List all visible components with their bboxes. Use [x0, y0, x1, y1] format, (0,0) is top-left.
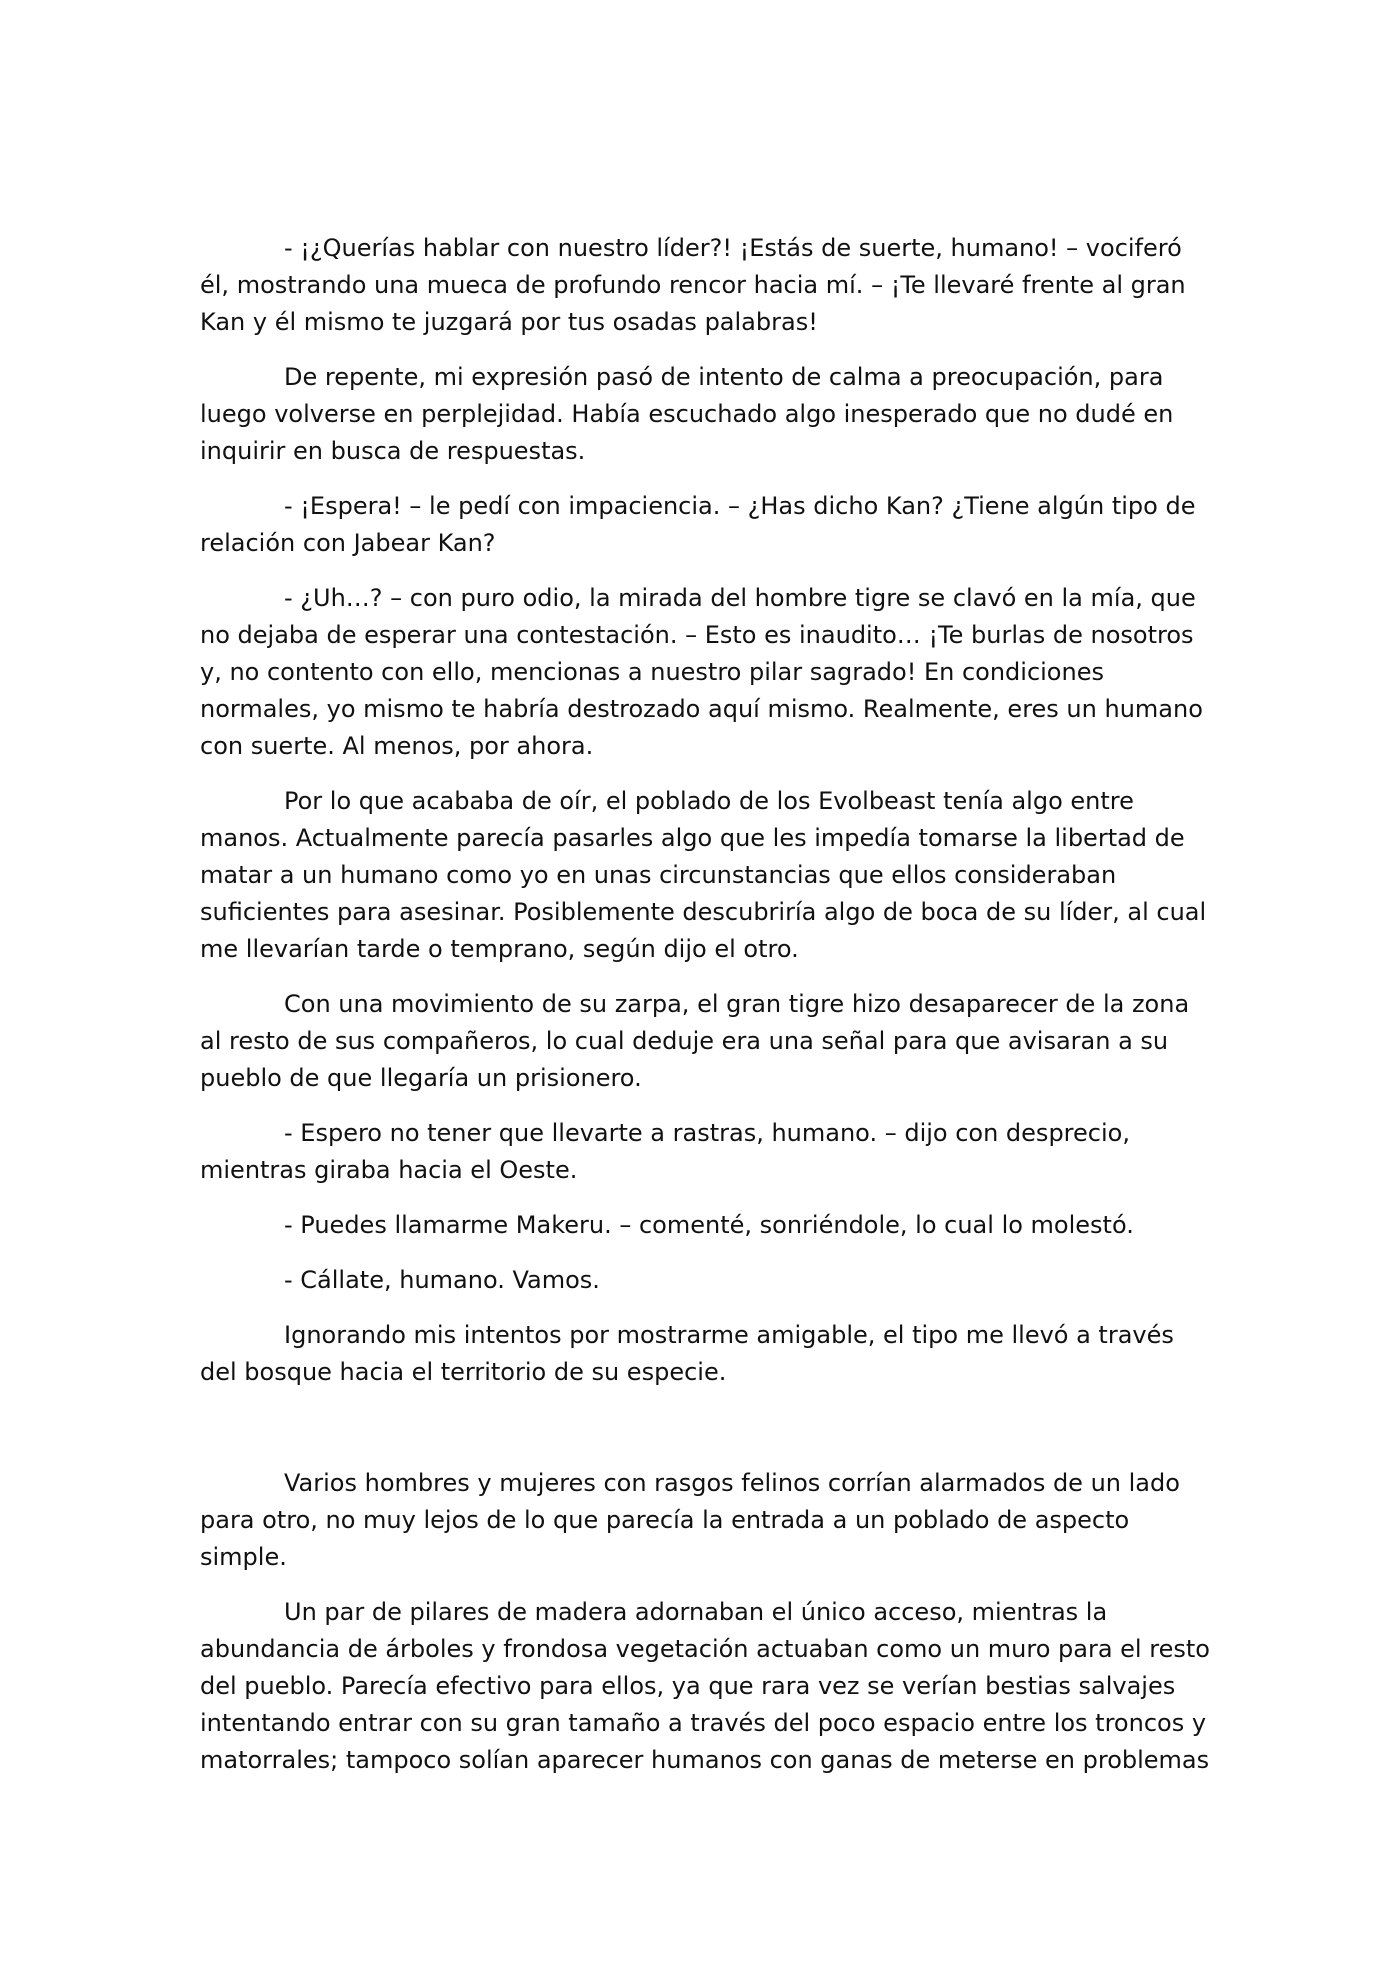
paragraph-1: - ¡¿Querías hablar con nuestro líder?! ¡Estás de suerte, humano! – vociferó él, mostrando una mueca de profundo rencor hacia mí. – ¡Te llevaré frente al gran Kan y él mismo te juzgará por tus osadas palabras! — [200, 234, 1186, 336]
paragraph-7: - Espero no tener que llevarte a rastras, humano. – dijo con desprecio, mientras giraba hacia el Oeste. — [200, 1119, 1130, 1184]
paragraph-6: Con una movimiento de su zarpa, el gran tigre hizo desaparecer de la zona al resto de sus compañeros, lo cual deduje era una señal para que avisaran a su pueblo de que llegaría un prisionero. — [200, 990, 1190, 1092]
paragraph-12: Un par de pilares de madera adornaban el único acceso, mientras la abundancia de árboles y frondosa vegetación actuaban como un muro para el resto del pueblo. Parecía efectivo para ellos, ya que rara vez se verían bestias salvajes intentando entrar con su gran tamaño a través del poco espacio entre los troncos y matorrales; tampoco solían aparecer humanos con ganas de meterse en problemas — [200, 1598, 1210, 1774]
paragraph-11: Varios hombres y mujeres con rasgos felinos corrían alarmados de un lado para otro, no muy lejos de lo que parecía la entrada a un poblado de aspecto simple. — [200, 1469, 1180, 1571]
document-body — [200, 230, 1210, 1797]
paragraph-10: Ignorando mis intentos por mostrarme amigable, el tipo me llevó a través del bosque hacia el territorio de su especie. — [200, 1321, 1174, 1386]
paragraph-8: - Puedes llamarme Makeru. – comenté, sonriéndole, lo cual lo molestó. — [284, 1211, 1134, 1239]
paragraph-2: De repente, mi expresión pasó de intento de calma a preocupación, para luego volverse en perplejidad. Había escuchado algo inesperado que no dudé en inquirir en busca de respuestas. — [200, 363, 1174, 465]
paragraph-3: - ¡Espera! – le pedí con impaciencia. – ¿Has dicho Kan? ¿Tiene algún tipo de relación con Jabear Kan? — [200, 492, 1196, 557]
paragraph-5: Por lo que acababa de oír, el poblado de los Evolbeast tenía algo entre manos. Actualmente parecía pasarles algo que les impedía tomarse la libertad de matar a un humano como yo en unas circunstancias que ellos consideraban suficientes para asesinar. Posiblemente descubriría algo de boca de su líder, al cual me llevarían tarde o temprano, según dijo el otro. — [200, 787, 1207, 963]
paragraph-4: - ¿Uh…? – con puro odio, la mirada del hombre tigre se clavó en la mía, que no dejaba de esperar una contestación. – Esto es inaudito… ¡Te burlas de nosotros y, no contento con ello, mencionas a nuestro pilar sagrado! En condiciones normales, yo mismo te habría destrozado aquí mismo. Realmente, eres un humano con suerte. Al menos, por ahora. — [200, 584, 1203, 760]
paragraph-9: - Cállate, humano. Vamos. — [284, 1266, 600, 1294]
